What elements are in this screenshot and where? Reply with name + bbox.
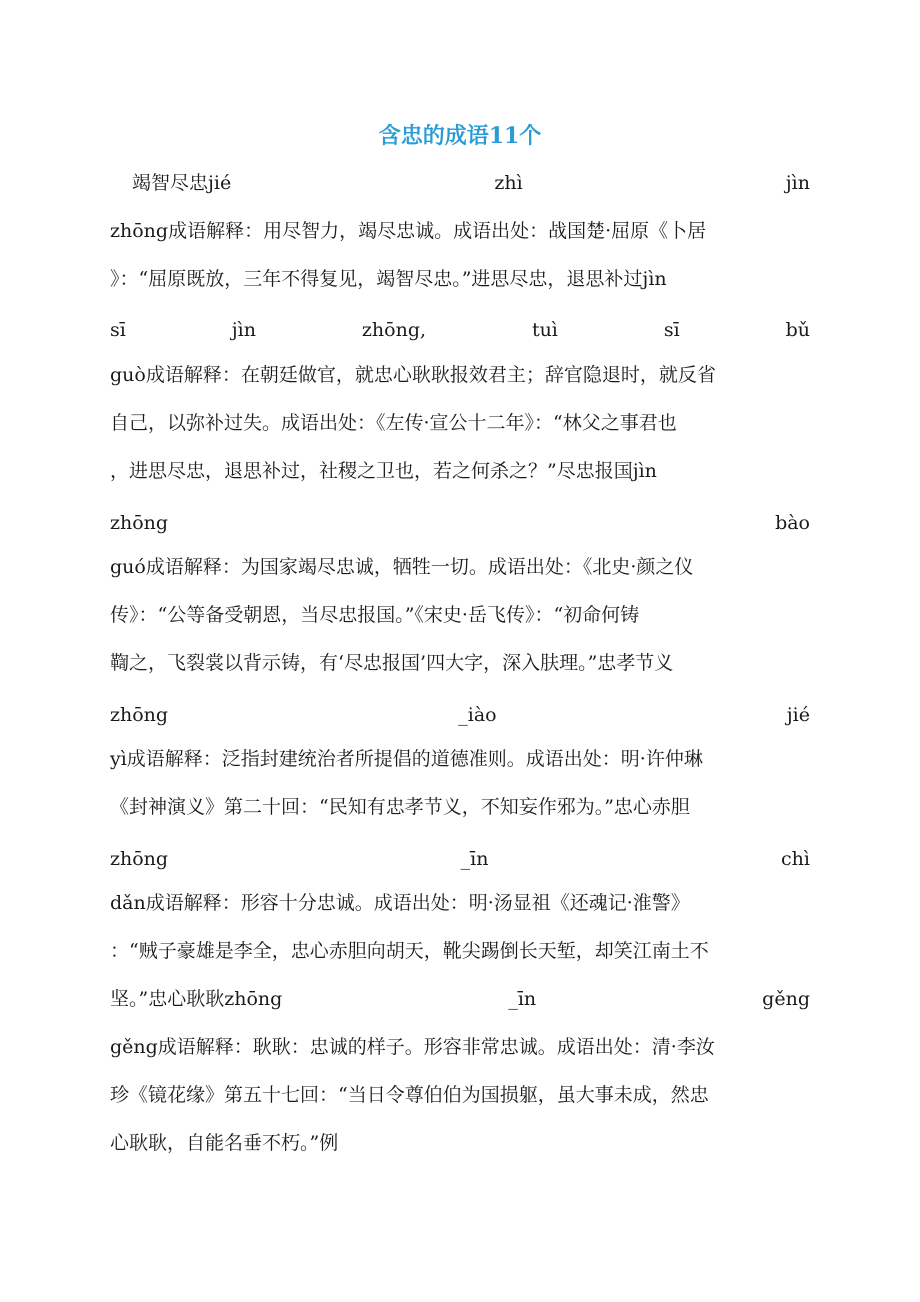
text-segment: _iào	[458, 704, 497, 726]
text-segment: zhōng	[110, 848, 169, 870]
text-line	[110, 214, 810, 248]
text-line	[110, 406, 810, 440]
text-line	[110, 262, 810, 296]
text-segment: ：“贼子豪雄是李全，忠心赤胆向胡天，靴尖踢倒长天堑，却笑江南土不	[110, 940, 709, 962]
text-segment: yì成语解释：泛指封建统治者所提倡的道德准则。成语出处：明·许仲琳	[110, 748, 703, 770]
text-line	[110, 506, 810, 540]
text-segment: tuì	[531, 319, 558, 341]
text-line	[110, 598, 810, 632]
text-segment: 传》：“公等备受朝恩，当尽忠报国。”《宋史·岳飞传》：“初命何铸	[110, 604, 640, 626]
text-line	[110, 1030, 810, 1064]
text-line	[110, 698, 810, 732]
text-line	[110, 982, 810, 1016]
text-segment: guò成语解释：在朝廷做官，就忠心耿耿报效君主；辞官隐退时，就反省	[110, 364, 716, 386]
text-line	[110, 742, 810, 776]
text-segment: _īn	[460, 848, 489, 870]
text-line	[110, 358, 810, 392]
text-segment: 珍《镜花缘》第五十七回：“当日令尊伯伯为国损躯，虽大事未成，然忠	[110, 1084, 709, 1106]
text-line	[110, 313, 810, 347]
text-segment: jìn	[785, 172, 810, 194]
text-line	[110, 646, 810, 680]
text-line	[110, 1126, 810, 1160]
text-line	[110, 842, 810, 876]
text-line	[110, 934, 810, 968]
text-segment: zhōng	[110, 704, 169, 726]
text-segment: bǔ	[785, 319, 810, 341]
text-segment: jìn	[231, 319, 256, 341]
text-segment: zhōng	[110, 512, 169, 534]
text-segment: sī	[663, 319, 680, 341]
text-segment: zhōng成语解释：用尽智力，竭尽忠诚。成语出处：战国楚·屈原《卜居	[110, 220, 707, 242]
text-segment: ，进思尽忠，退思补过，社稷之卫也，若之何杀之？”尽忠报国jìn	[110, 460, 657, 482]
text-segment: zhōng,	[361, 319, 427, 341]
text-segment: gěng	[762, 988, 810, 1010]
text-line	[110, 166, 810, 200]
text-line	[110, 1078, 810, 1112]
text-line	[110, 550, 810, 584]
text-segment: guó成语解释：为国家竭尽忠诚，牺牲一切。成语出处：《北史·颜之仪	[110, 556, 694, 578]
text-segment: 竭智尽忠jié	[132, 172, 232, 194]
text-segment: bào	[775, 512, 810, 534]
text-segment: 鞫之，飞裂裳以背示铸，有‘尽忠报国’四大字，深入肤理。”忠孝节义	[110, 652, 674, 674]
text-segment: sī	[110, 319, 126, 341]
text-segment: 》：“屈原既放，三年不得复见，竭智尽忠。”进思尽忠，退思补过jìn	[110, 268, 667, 290]
text-segment: chì	[781, 848, 810, 870]
page-title: 含忠的成语11个	[378, 123, 542, 149]
text-line	[110, 886, 810, 920]
text-line	[110, 790, 810, 824]
text-segment: jié	[786, 704, 810, 726]
text-segment: dǎn成语解释：形容十分忠诚。成语出处：明·汤显祖《还魂记·淮警》	[110, 892, 690, 914]
text-segment: 自己，以弥补过失。成语出处：《左传·宣公十二年》：“林父之事君也	[110, 412, 677, 434]
text-segment: 《封神演义》第二十回：“民知有忠孝节义，不知妄作邪为。”忠心赤胆	[110, 796, 690, 818]
text-segment: zhì	[494, 172, 523, 194]
text-segment: 心耿耿，自能名垂不朽。”例	[110, 1132, 339, 1154]
text-segment: 坚。”忠心耿耿zhōng	[110, 988, 283, 1010]
text-segment: _īn	[508, 988, 537, 1010]
text-segment: gěng成语解释：耿耿：忠诚的样子。形容非常忠诚。成语出处：清·李汝	[110, 1036, 715, 1058]
text-line	[110, 454, 810, 488]
